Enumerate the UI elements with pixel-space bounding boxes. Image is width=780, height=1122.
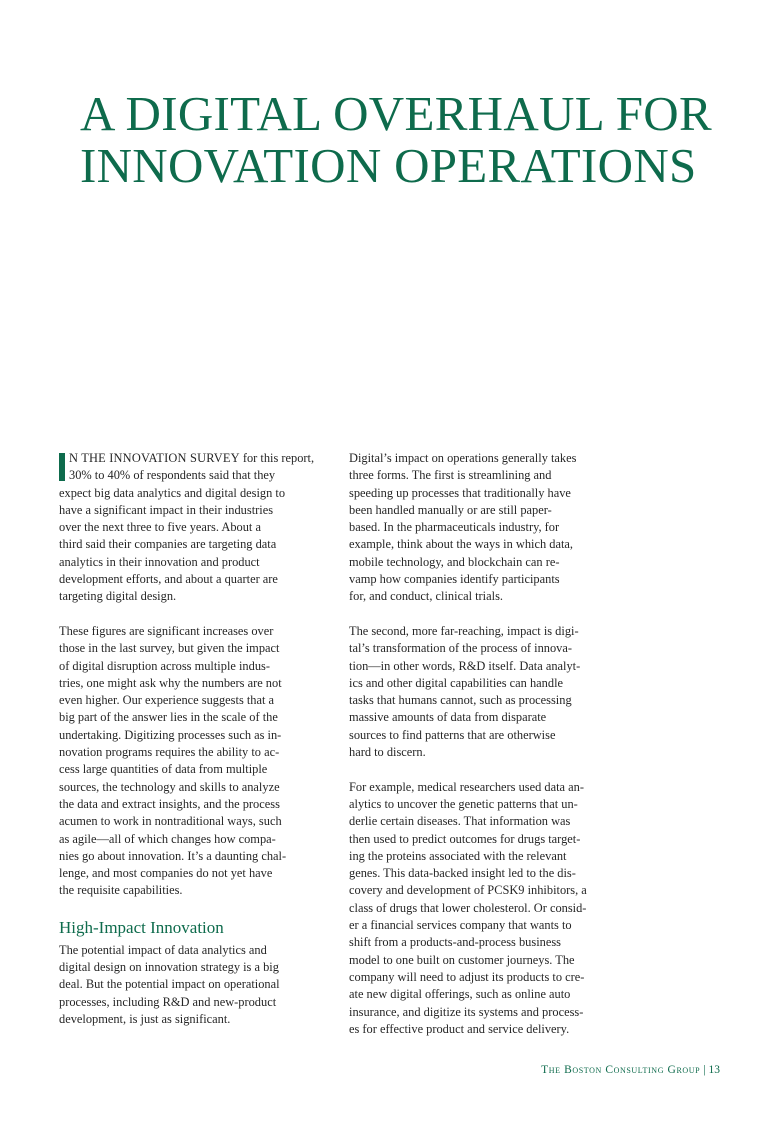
paragraph-line: tion—in other words, R&D itself. Data analyt-	[349, 658, 581, 673]
paragraph-line: mobile technology, and blockchain can re-	[349, 554, 560, 569]
paragraph-line: sources, the technology and skills to analyze	[59, 779, 280, 794]
paragraph-line: development, is just as significant.	[59, 1011, 231, 1026]
title-line-1: A DIGITAL OVERHAUL FOR	[80, 86, 712, 141]
paragraph-line: targeting digital design.	[59, 589, 177, 604]
intro-lines	[59, 467, 331, 605]
paragraph-line: ate new digital offerings, such as online auto	[349, 987, 571, 1002]
paragraph-line: vamp how companies identify participants	[349, 572, 560, 587]
paragraph-line: as agile—all of which changes how compa-	[59, 831, 276, 846]
paragraph-line: tasks that humans cannot, such as processing	[349, 693, 572, 708]
paragraph-line: 30% to 40% of respondents said that they	[69, 468, 276, 483]
paragraph-line: nies go about innovation. It’s a daunting chal-	[59, 848, 287, 863]
paragraph-line: cess large quantities of data from multiple	[59, 762, 268, 777]
paragraph-line: development efforts, and about a quarter are	[59, 572, 278, 587]
paragraph-line: even higher. Our experience suggests that a	[59, 693, 275, 708]
paragraph-line: processes, including R&D and new-product	[59, 994, 277, 1009]
paragraph-line: alytics to uncover the genetic patterns that un-	[349, 796, 578, 811]
paragraph-line: acumen to work in nontraditional ways, such	[59, 814, 282, 829]
paragraph-line: covery and development of PCSK9 inhibitors, a	[349, 883, 587, 898]
paragraph-line: digital design on innovation strategy is a big	[59, 960, 279, 975]
paragraph-line: Digital’s impact on operations generally takes	[349, 451, 577, 465]
lead-in-rest: for this report,	[239, 451, 315, 465]
paragraph-line: third said their companies are targeting data	[59, 537, 277, 552]
paragraph-line: er a financial services company that wants to	[349, 918, 572, 933]
paragraph-line: the requisite capabilities.	[59, 883, 183, 898]
paragraph-line: three forms. The first is streamlining and	[349, 468, 552, 483]
disruption-paragraph	[59, 623, 331, 900]
right-column	[349, 450, 621, 1038]
paragraph-line: tal’s transformation of the process of innova-	[349, 641, 572, 656]
paragraph-line: big part of the answer lies in the scale of the	[59, 710, 278, 725]
paragraph-line: sources to find patterns that are otherwise	[349, 727, 556, 742]
paragraph-line: class of drugs that lower cholesterol. Or consid-	[349, 900, 587, 915]
paragraph-line: example, think about the ways in which data,	[349, 537, 574, 552]
paragraph-line: expect big data analytics and digital design to	[59, 485, 286, 500]
paragraph-line: deal. But the potential impact on operational	[59, 977, 280, 992]
paragraph-line: model to one built on customer journeys. The	[349, 952, 575, 967]
footer-separator: |	[703, 1064, 706, 1076]
page-number: 13	[708, 1064, 720, 1076]
paragraph-line: over the next three to five years. About a	[59, 520, 261, 535]
paragraph-line: derlie certain diseases. That information was	[349, 814, 571, 829]
section-heading: High-Impact Innovation	[59, 917, 224, 937]
paragraph-line: massive amounts of data from disparate	[349, 710, 547, 725]
paragraph-line: of digital disruption across multiple indus-	[59, 658, 270, 673]
paragraph-line: genes. This data-backed insight led to the dis-	[349, 866, 576, 881]
paragraph-line: undertaking. Digitizing processes such as in-	[59, 727, 282, 742]
paragraph-line	[59, 450, 331, 467]
paragraph-line: been handled manually or are still paper-	[349, 502, 552, 517]
paragraph-line: The potential impact of data analytics and	[59, 942, 267, 957]
paragraph-line: ing the proteins associated with the relevant	[349, 848, 567, 863]
paragraph-line: lenge, and most companies do not yet have	[59, 866, 273, 881]
example-paragraph	[349, 779, 621, 1038]
paragraph-line: based. In the pharmaceuticals industry, for	[349, 520, 560, 535]
page-title	[80, 88, 740, 192]
paragraph-line: hard to discern.	[349, 745, 426, 760]
footer-org: The Boston Consulting Group	[541, 1064, 701, 1076]
lead-in-smallcaps: N THE INNOVATION SURVEY	[69, 451, 240, 465]
paragraph-line: tries, one might ask why the numbers are not	[59, 675, 282, 690]
paragraph-line: For example, medical researchers used data an-	[349, 779, 584, 794]
paragraph-line: company will need to adjust its products to cre-	[349, 969, 585, 984]
title-line-2: INNOVATION OPERATIONS	[80, 138, 697, 193]
paragraph-line: speeding up processes that traditionally have	[349, 485, 571, 500]
intro-paragraph	[59, 450, 331, 606]
left-column	[59, 450, 331, 1028]
paragraph-line: ics and other digital capabilities can handle	[349, 675, 564, 690]
paragraph-line: novation programs requires the ability to ac-	[59, 745, 280, 760]
paragraph-line: then used to predict outcomes for drugs target-	[349, 831, 581, 846]
paragraph-line: The second, more far-reaching, impact is digi-	[349, 623, 579, 638]
drop-cap-i	[59, 453, 65, 481]
forms-paragraph	[349, 450, 621, 606]
paragraph-line: shift from a products-and-process business	[349, 935, 561, 950]
high-impact-paragraph	[59, 942, 331, 1028]
page-footer	[541, 1064, 720, 1076]
paragraph-line: those in the last survey, but given the impact	[59, 641, 280, 656]
transformation-paragraph	[349, 623, 621, 761]
paragraph-line: analytics in their innovation and product	[59, 554, 260, 569]
paragraph-line: the data and extract insights, and the process	[59, 796, 280, 811]
paragraph-line: for, and conduct, clinical trials.	[349, 589, 503, 604]
paragraph-line: These figures are significant increases over	[59, 623, 274, 638]
paragraph-line: es for effective product and service delivery.	[349, 1021, 570, 1036]
paragraph-line: insurance, and digitize its systems and process-	[349, 1004, 584, 1019]
paragraph-line: have a significant impact in their industries	[59, 502, 274, 517]
